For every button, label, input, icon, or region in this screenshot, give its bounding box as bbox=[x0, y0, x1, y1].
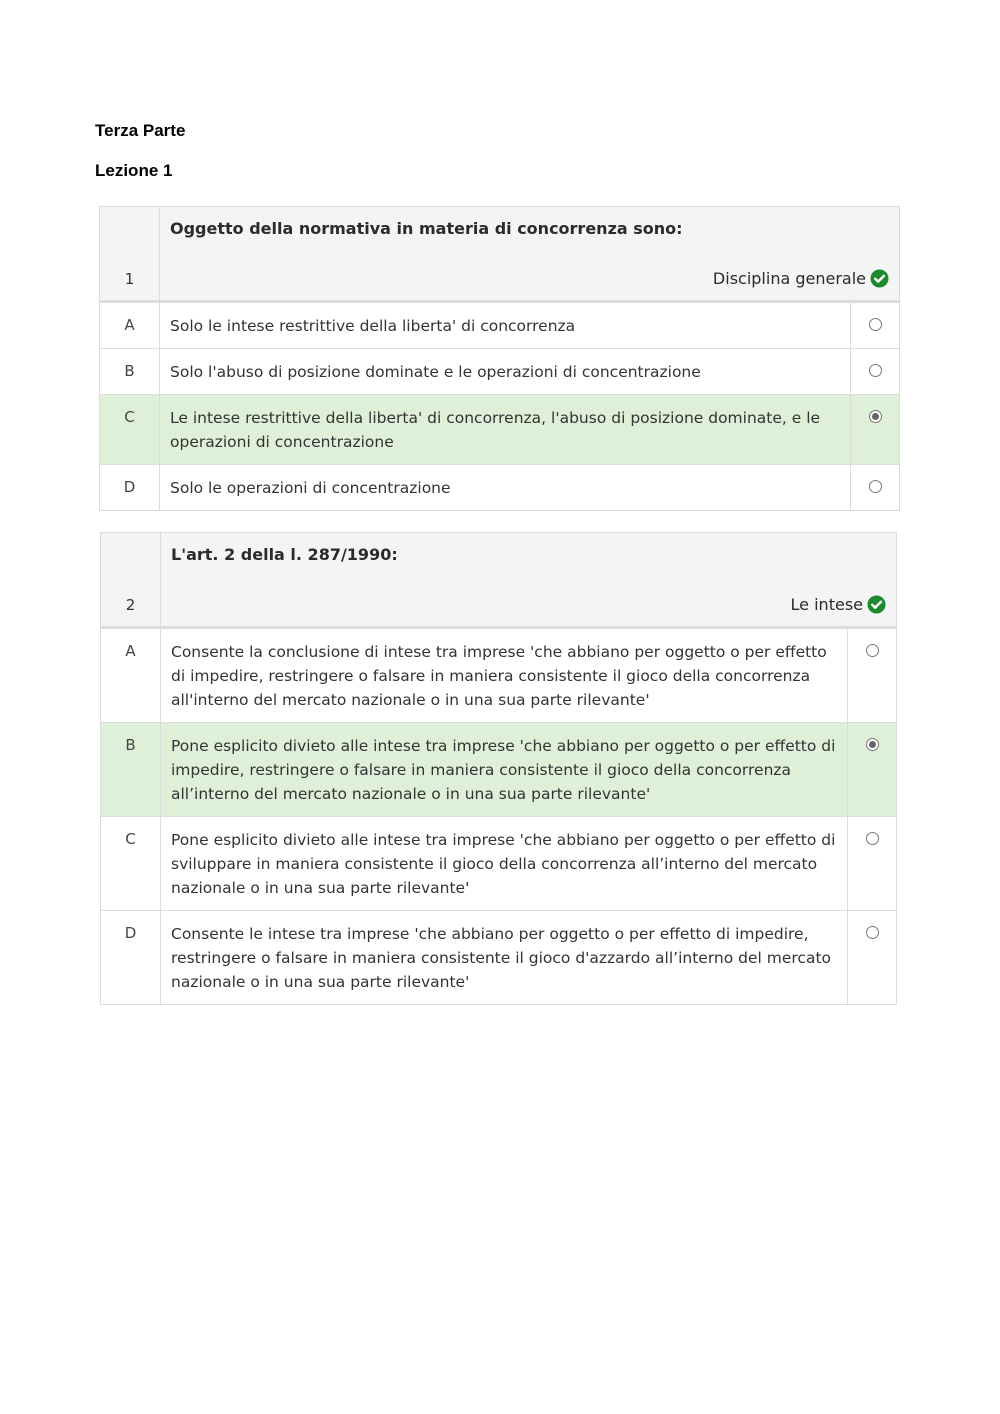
part-heading: Terza Parte bbox=[95, 121, 186, 140]
option-text: Le intese restrittive della liberta' di concorrenza, l'abuso di posizione dominate, e le operazioni di concentrazione bbox=[160, 395, 851, 464]
check-circle-icon bbox=[867, 595, 886, 614]
option-letter: B bbox=[100, 349, 160, 394]
question-category bbox=[791, 595, 886, 614]
option-row-c[interactable] bbox=[101, 816, 896, 910]
option-row-a[interactable] bbox=[100, 302, 899, 348]
option-radio[interactable] bbox=[869, 364, 882, 377]
option-text: Consente la conclusione di intese tra imprese 'che abbiano per oggetto o per effetto di impedire, restringere o falsare in maniera consistente il gioco della concorrenza all'interno del mercato nazionale o in una sua parte rilevante' bbox=[161, 629, 848, 722]
category-label: Le intese bbox=[790, 595, 863, 614]
question-header bbox=[101, 533, 896, 628]
option-text: Solo le intese restrittive della liberta' di concorrenza bbox=[160, 303, 851, 348]
option-text: Pone esplicito divieto alle intese tra imprese 'che abbiano per oggetto o per effetto di impedire, restringere o falsare in maniera consistente il gioco della concorrenza all’interno del mercato nazionale o in una sua parte rilevante' bbox=[161, 723, 848, 816]
option-row-d[interactable] bbox=[101, 910, 896, 1004]
question-header bbox=[100, 207, 899, 302]
question-number: 1 bbox=[100, 207, 160, 300]
option-letter: C bbox=[101, 817, 161, 910]
question-card-1 bbox=[99, 206, 900, 511]
option-row-b[interactable] bbox=[101, 722, 896, 816]
option-row-d[interactable] bbox=[100, 464, 899, 510]
option-letter: C bbox=[100, 395, 160, 464]
option-radio[interactable] bbox=[866, 832, 879, 845]
option-text: Pone esplicito divieto alle intese tra imprese 'che abbiano per oggetto o per effetto di sviluppare in maniera consistente il gioco della concorrenza all’interno del mercato nazionale o in una sua parte rilevante' bbox=[161, 817, 848, 910]
option-row-c[interactable] bbox=[100, 394, 899, 464]
category-label: Disciplina generale bbox=[712, 269, 866, 288]
question-text: Oggetto della normativa in materia di concorrenza sono: bbox=[170, 219, 683, 238]
option-radio[interactable] bbox=[866, 926, 879, 939]
option-letter: A bbox=[101, 629, 161, 722]
option-row-a[interactable] bbox=[101, 628, 896, 722]
question-category bbox=[713, 269, 889, 288]
question-number: 2 bbox=[101, 533, 161, 626]
option-letter: A bbox=[100, 303, 160, 348]
option-row-b[interactable] bbox=[100, 348, 899, 394]
option-letter: B bbox=[101, 723, 161, 816]
option-text: Consente le intese tra imprese 'che abbiano per oggetto o per effetto di impedire, restringere o falsare in maniera consistente il gioco d'azzardo all’interno del mercato nazionale o in una sua parte rilevante' bbox=[161, 911, 848, 1004]
option-letter: D bbox=[100, 465, 160, 510]
option-text: Solo le operazioni di concentrazione bbox=[160, 465, 851, 510]
option-radio-selected[interactable] bbox=[866, 738, 879, 751]
option-radio-selected[interactable] bbox=[869, 410, 882, 423]
lesson-heading: Lezione 1 bbox=[95, 161, 173, 180]
option-radio[interactable] bbox=[866, 644, 879, 657]
option-radio[interactable] bbox=[869, 480, 882, 493]
option-radio[interactable] bbox=[869, 318, 882, 331]
check-circle-icon bbox=[870, 269, 889, 288]
option-letter: D bbox=[101, 911, 161, 1004]
question-text: L'art. 2 della l. 287/1990: bbox=[171, 545, 398, 564]
option-text: Solo l'abuso di posizione dominate e le operazioni di concentrazione bbox=[160, 349, 851, 394]
question-card-2 bbox=[100, 532, 897, 1005]
